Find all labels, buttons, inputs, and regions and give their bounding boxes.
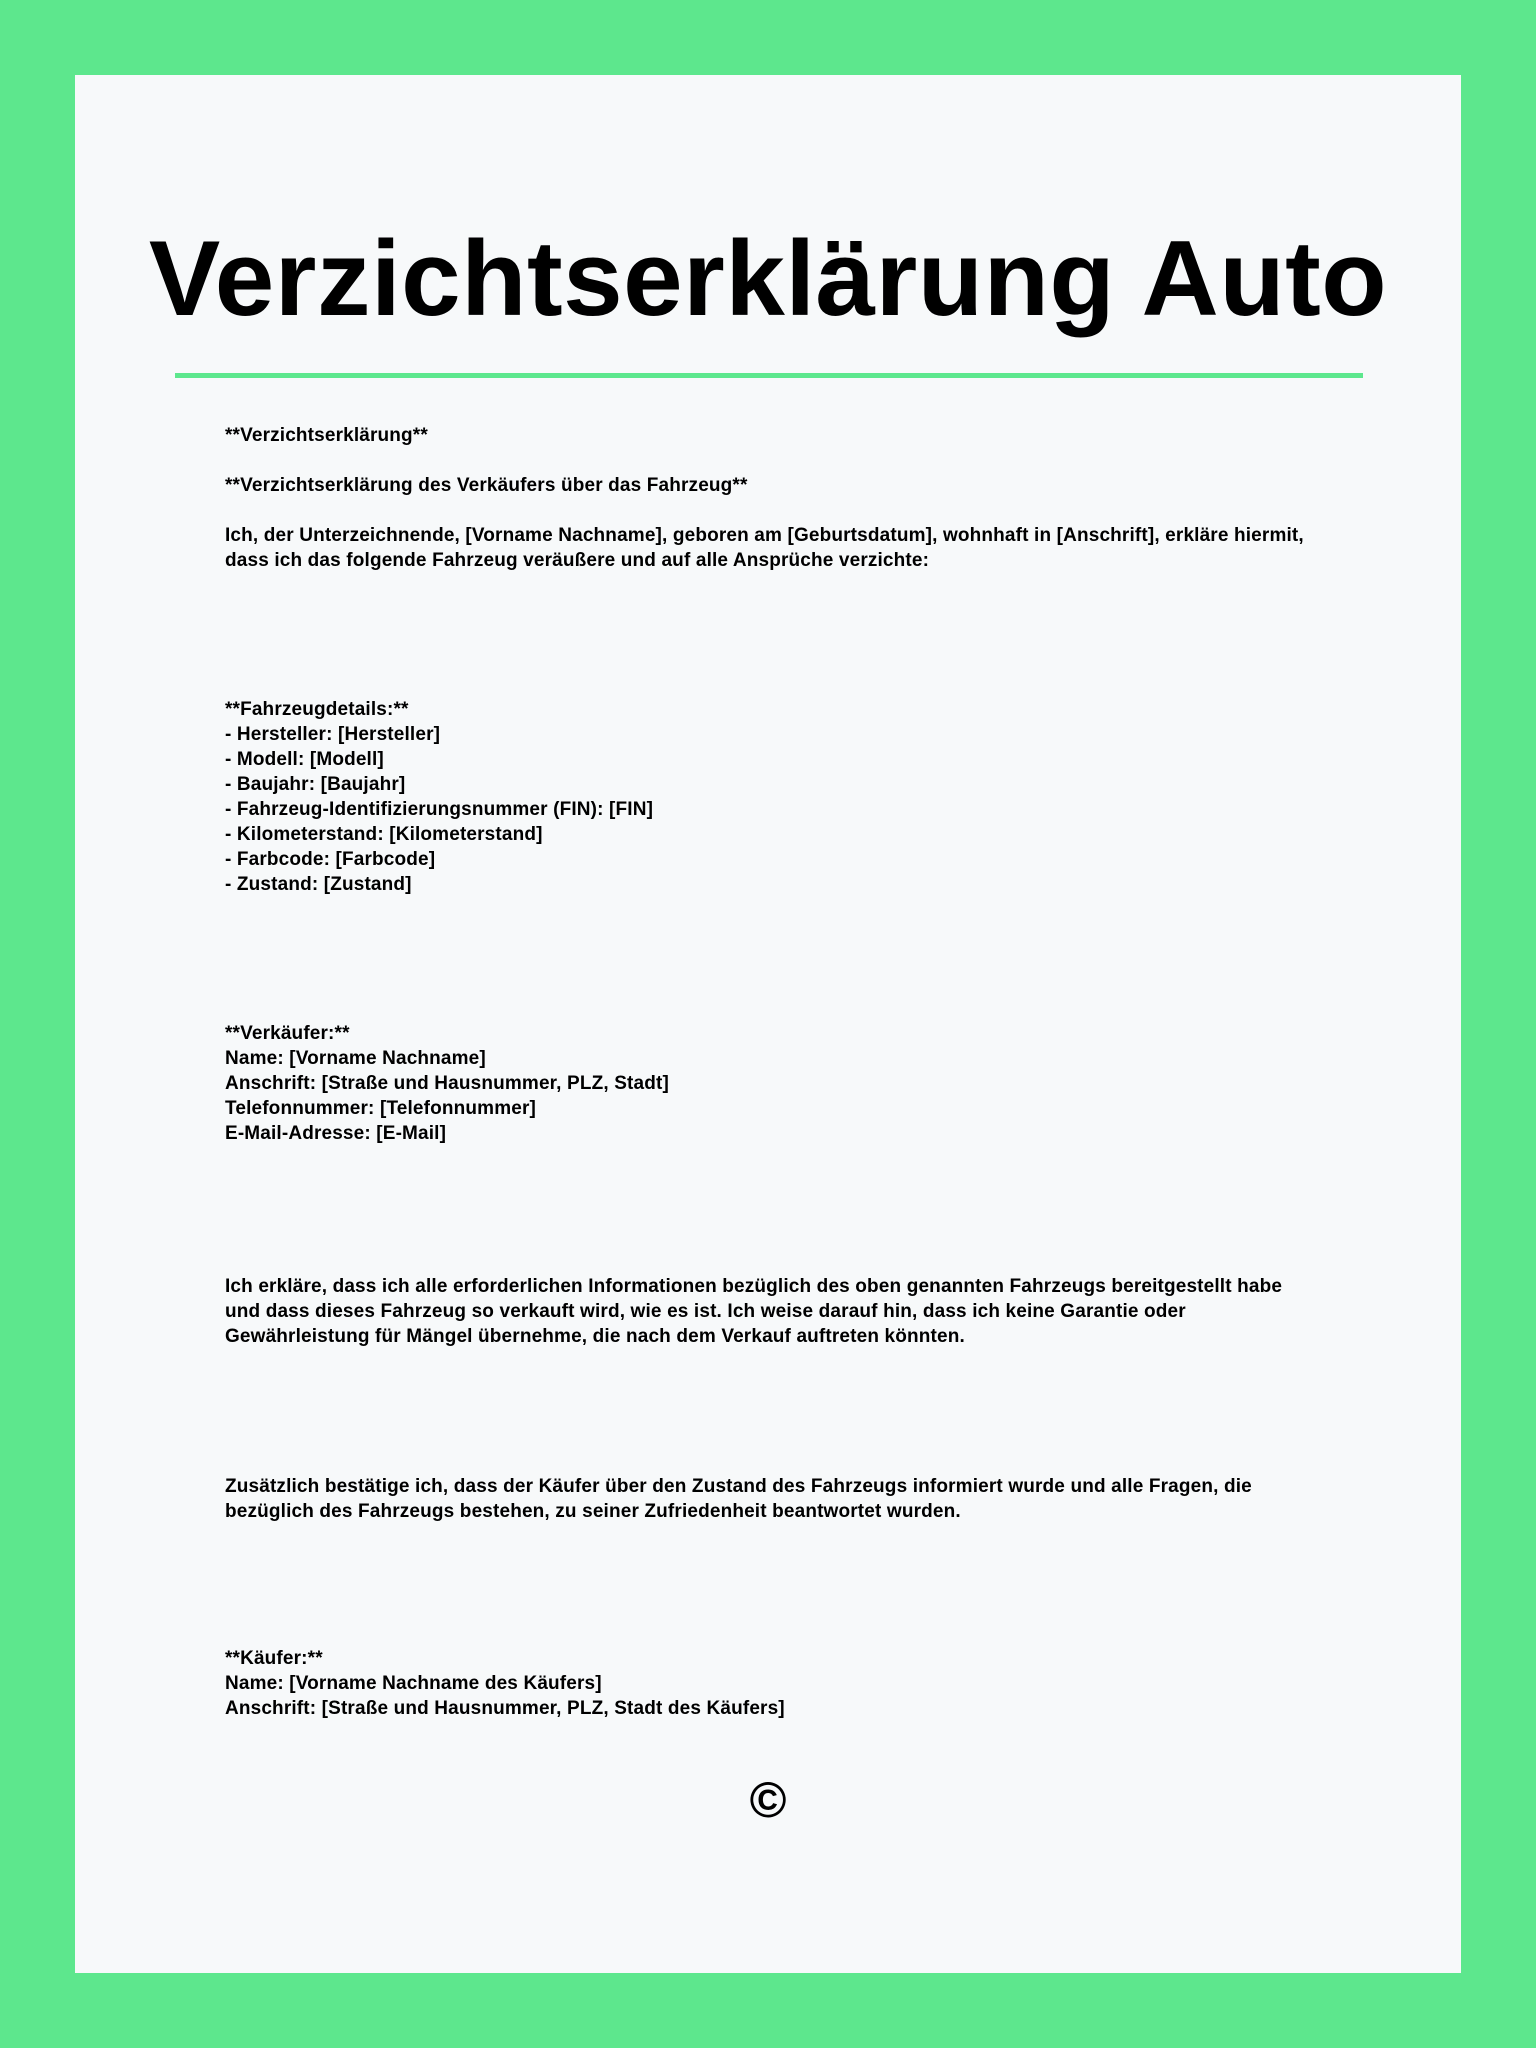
confirmation-paragraph bbox=[225, 1474, 1375, 1524]
vehicle-detail-item: - Kilometerstand: [Kilometerstand] bbox=[225, 824, 543, 845]
declaration-paragraph bbox=[225, 1274, 1375, 1349]
vehicle-detail-item: - Zustand: [Zustand] bbox=[225, 874, 412, 895]
page-title: Verzichtserklärung Auto bbox=[148, 218, 1388, 338]
vehicle-details-section bbox=[225, 697, 1375, 897]
declaration-line: Ich erkläre, dass ich alle erforderlichen Informationen bezüglich des oben genannten Fahrzeugs bereitgestellt habe bbox=[225, 1276, 1283, 1297]
heading-verzichtserklaerung: **Verzichtserklärung** bbox=[225, 425, 428, 446]
intro-paragraph bbox=[225, 523, 1375, 573]
buyer-heading: **Käufer:** bbox=[225, 1648, 323, 1669]
vehicle-detail-item: - Baujahr: [Baujahr] bbox=[225, 774, 406, 795]
vehicle-detail-item: - Modell: [Modell] bbox=[225, 749, 384, 770]
buyer-line: Anschrift: [Straße und Hausnummer, PLZ, Stadt des Käufers] bbox=[225, 1698, 785, 1719]
seller-line: E-Mail-Adresse: [E-Mail] bbox=[225, 1123, 447, 1144]
vehicle-details-heading: **Fahrzeugdetails:** bbox=[225, 699, 409, 720]
declaration-line: und dass dieses Fahrzeug so verkauft wird, wie es ist. Ich weise darauf hin, dass ich keine Garantie oder bbox=[225, 1301, 1186, 1322]
buyer-line: Name: [Vorname Nachname des Käufers] bbox=[225, 1673, 602, 1694]
seller-heading: **Verkäufer:** bbox=[225, 1023, 350, 1044]
declaration-line: Gewährleistung für Mängel übernehme, die nach dem Verkauf auftreten könnten. bbox=[225, 1326, 965, 1347]
copyright-icon: © bbox=[749, 1772, 787, 1828]
confirmation-line: Zusätzlich bestätige ich, dass der Käufer über den Zustand des Fahrzeugs informiert wurde und alle Fragen, die bbox=[225, 1476, 1252, 1497]
seller-section bbox=[225, 1021, 1375, 1146]
seller-line: Name: [Vorname Nachname] bbox=[225, 1048, 486, 1069]
confirmation-line: bezüglich des Fahrzeugs bestehen, zu seiner Zufriedenheit beantwortet wurden. bbox=[225, 1501, 961, 1522]
vehicle-detail-item: - Farbcode: [Farbcode] bbox=[225, 849, 436, 870]
vehicle-detail-item: - Hersteller: [Hersteller] bbox=[225, 724, 441, 745]
intro-line: dass ich das folgende Fahrzeug veräußere und auf alle Ansprüche verzichte: bbox=[225, 550, 930, 571]
seller-line: Anschrift: [Straße und Hausnummer, PLZ, Stadt] bbox=[225, 1073, 669, 1094]
vehicle-detail-item: - Fahrzeug-Identifizierungsnummer (FIN): [FIN] bbox=[225, 799, 654, 820]
heading-verkaeufer-erklaerung: **Verzichtserklärung des Verkäufers über das Fahrzeug** bbox=[225, 475, 748, 496]
title-divider bbox=[175, 373, 1363, 378]
seller-line: Telefonnummer: [Telefonnummer] bbox=[225, 1098, 536, 1119]
intro-line: Ich, der Unterzeichnende, [Vorname Nachname], geboren am [Geburtsdatum], wohnhaft in [Anschrift], erkläre hiermit, bbox=[225, 525, 1304, 546]
buyer-section bbox=[225, 1646, 1375, 1721]
